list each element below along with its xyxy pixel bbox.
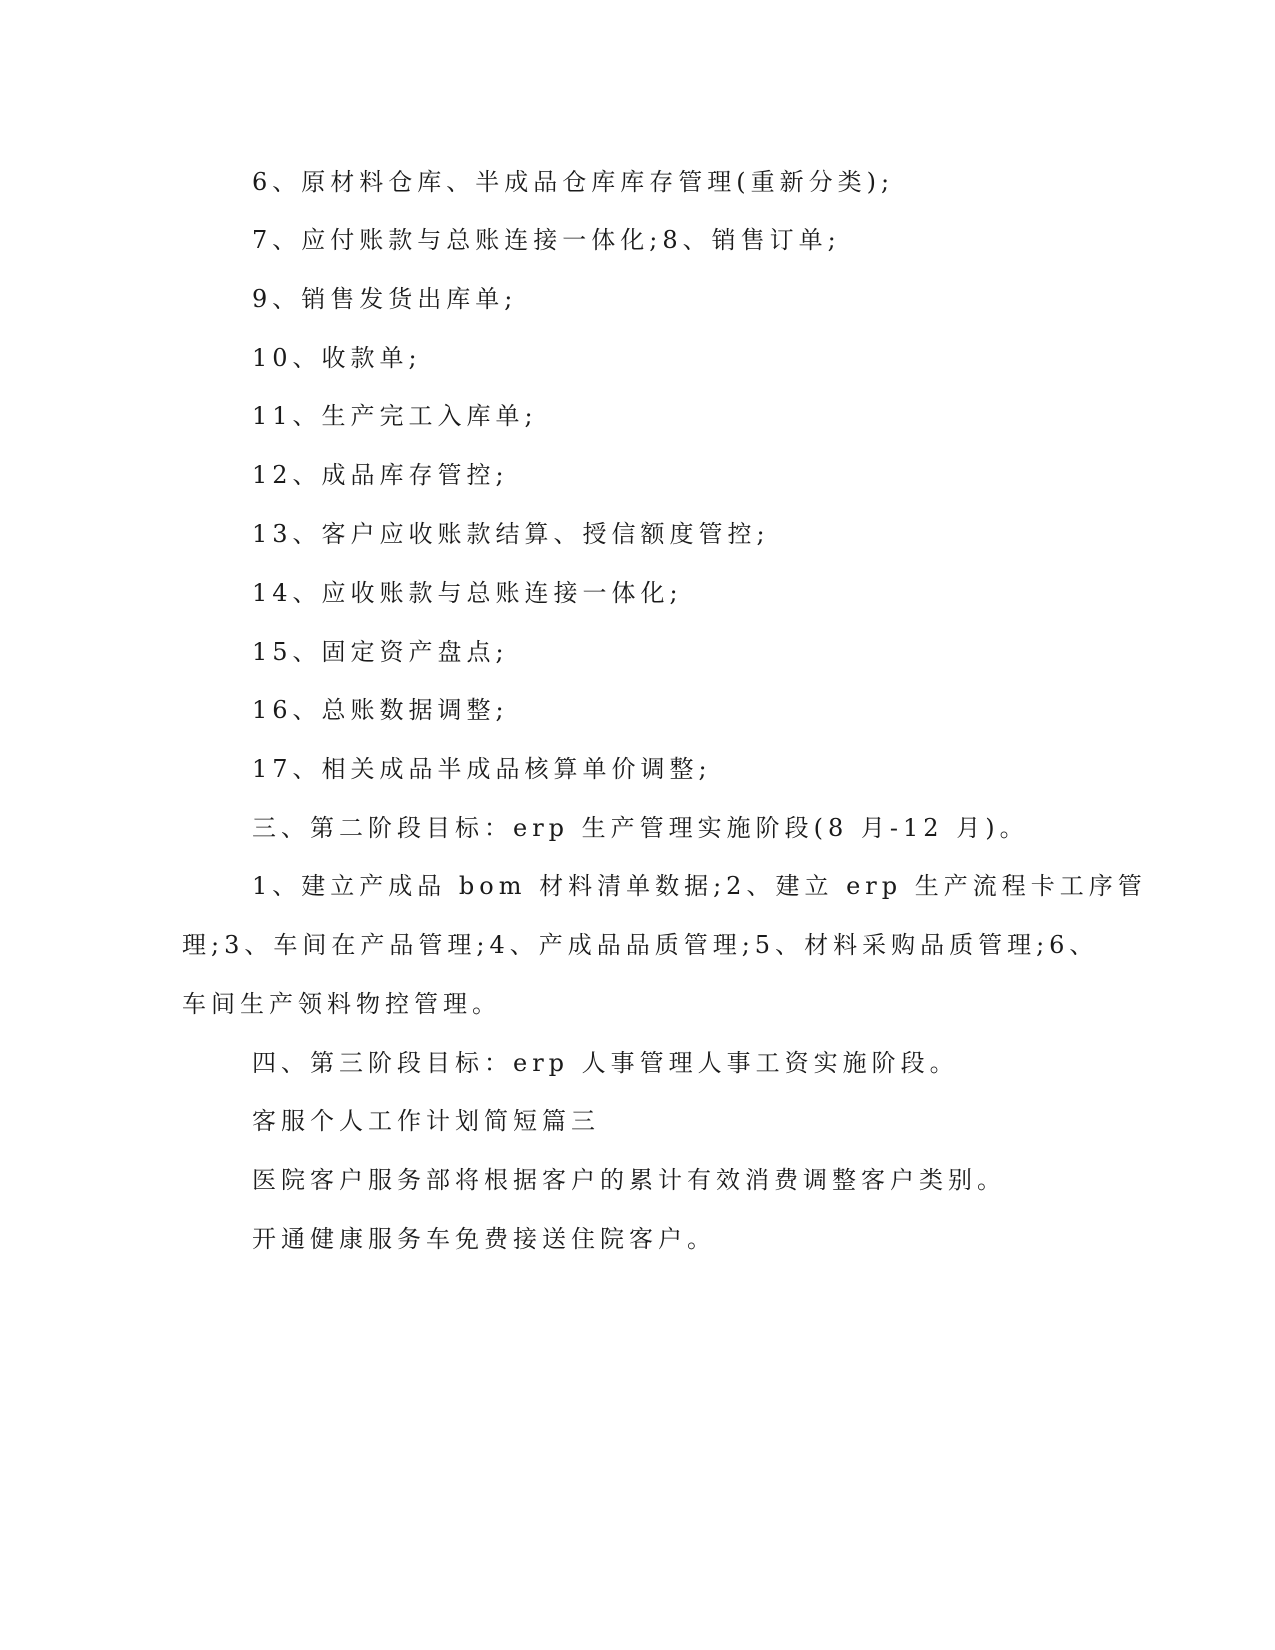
list-item-10: 10、收款单; [252, 344, 422, 372]
paragraph-phase-two-line-2: 理;3、车间在产品管理;4、产成品品质管理;5、材料采购品质管理;6、 [182, 931, 1099, 959]
paragraph-customer-category: 医院客户服务部将根据客户的累计有效消费调整客户类别。 [252, 1166, 1006, 1194]
paragraph-phase-two-line-3: 车间生产领料物控管理。 [182, 990, 501, 1018]
list-item-15: 15、固定资产盘点; [252, 638, 509, 666]
list-item-14: 14、应收账款与总账连接一体化; [252, 579, 683, 607]
paragraph-shuttle-service: 开通健康服务车免费接送住院客户。 [252, 1225, 716, 1253]
list-item-12: 12、成品库存管控; [252, 461, 509, 489]
paragraph-phase-two-line-1: 1、建立产成品 bom 材料清单数据;2、建立 erp 生产流程卡工序管 [252, 872, 1147, 900]
list-item-16: 16、总账数据调整; [252, 696, 509, 724]
section-heading-phase-three: 四、第三阶段目标：erp 人事管理人事工资实施阶段。 [252, 1049, 959, 1077]
list-item-13: 13、客户应收账款结算、授信额度管控; [252, 520, 770, 548]
list-item-6: 6、原材料仓库、半成品仓库库存管理(重新分类); [252, 168, 895, 196]
section-heading-phase-two: 三、第二阶段目标：erp 生产管理实施阶段(8 月-12 月)。 [252, 814, 1029, 842]
list-item-7-8: 7、应付账款与总账连接一体化;8、销售订单; [252, 226, 841, 254]
article-heading: 客服个人工作计划简短篇三 [252, 1107, 600, 1135]
list-item-11: 11、生产完工入库单; [252, 402, 538, 430]
list-item-17: 17、相关成品半成品核算单价调整; [252, 755, 712, 783]
list-item-9: 9、销售发货出库单; [252, 285, 518, 313]
